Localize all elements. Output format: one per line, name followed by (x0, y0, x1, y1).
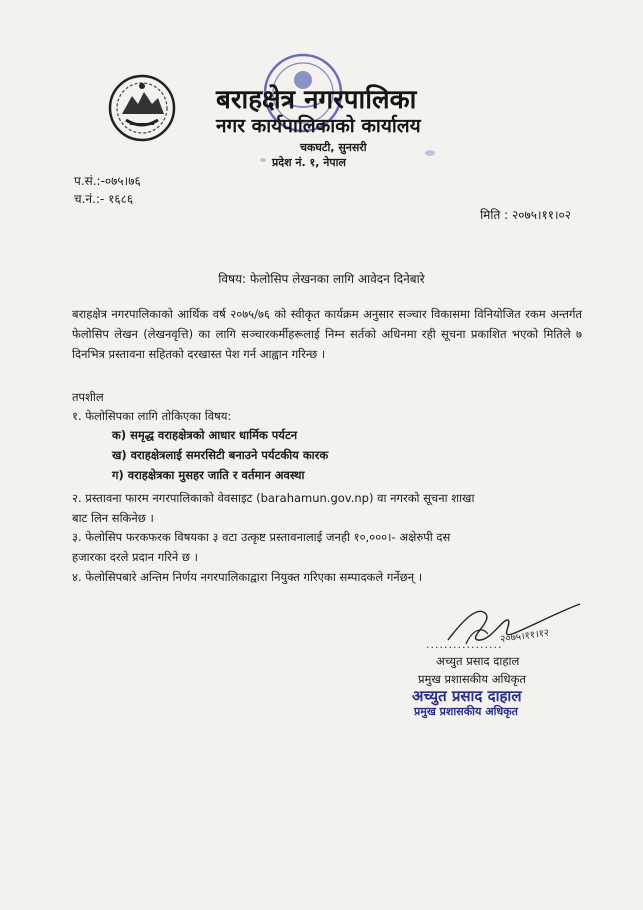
address-line-1: चकघटी, सुनसरी (300, 141, 367, 154)
details-item-2-line-1: २. प्रस्तावना फारम नगरपालिकाको वेवसाइट (barahamun.gov.np) वा नगरको सूचना शाखा (72, 491, 475, 505)
body-paragraph: बराहक्षेत्र नगरपालिकाको आर्थिक वर्ष २०७५/७६ को स्वीकृत कार्यक्रम अनुसार सञ्चार विकासमा विनियोजित रकम अन्तर्गत फेलोसिप लेखन (लेखनवृत्ति) का लागि सञ्चारकर्मीहरूलाई निम्न सर्तको अधिनमा रही सूचना प्रकाशित भएको मितिले ७ दिनभित्र प्रस्तावना सहितको दरखास्त पेश गर्न आह्वान गरिन्छ । (72, 307, 582, 361)
details-item-3-line-2: हजारका दरले प्रदान गरिने छ । (72, 550, 198, 564)
letter-date: मिति : २०७५।११।०२ (480, 208, 571, 222)
details-item-4: ४. फेलोसिपबारे अन्तिम निर्णय नगरपालिकाद्वारा नियुक्त गरिएका सम्पादकले गर्नेछन् । (72, 570, 423, 584)
handwritten-date: २०७५।११।१२ (499, 627, 550, 646)
details-item-3-line-1: ३. फेलोसिप फरकफरक विषयका ३ वटा उत्कृष्ट प्रस्तावनालाई जनही १०,०००।- अक्षेरुपी दस (72, 530, 451, 544)
signatory-name: अच्युत प्रसाद दाहाल (436, 654, 520, 668)
details-item-1: १. फेलोसिपका लागि तोकिएका विषय: (72, 409, 232, 423)
details-item-2-line-2: बाट लिन सकिनेछ । (72, 511, 154, 525)
signatory-designation: प्रमुख प्रशासकीय अधिकृत (418, 672, 526, 686)
subject-item-kha: ख) वराहक्षेत्रलाई समरसिटी बनाउने पर्यटकीय कारक (112, 448, 329, 462)
org-name: बराहक्षेत्र नगरपालिका (216, 85, 417, 115)
subject-item-ka: क) समृद्ध वराहक्षेत्रको आधार धार्मिक पर्यटन (112, 428, 298, 442)
patra-sankhya: प.सं.:-०७५।७६ (74, 174, 141, 188)
stamp-name: अच्युत प्रसाद दाहाल (412, 687, 522, 705)
details-heading: तपशील (72, 390, 104, 404)
office-name: नगर कार्यपालिकाको कार्यालय (216, 115, 421, 137)
stamp-designation: प्रमुख प्रशासकीय अधिकृत (414, 705, 518, 718)
signature-dots: ................. (426, 638, 503, 651)
chalani-number: च.नं.:- १६८६ (74, 192, 134, 206)
subject-line: विषय: फेलोसिप लेखनका लागि आवेदन दिनेबारे (218, 272, 425, 286)
nepal-emblem-icon (108, 74, 176, 142)
address-line-2: प्रदेश नं. १, नेपाल (272, 156, 346, 169)
subject-item-ga: ग) वराहक्षेत्रका मुसहर जाति र वर्तमान अवस्था (112, 468, 305, 482)
